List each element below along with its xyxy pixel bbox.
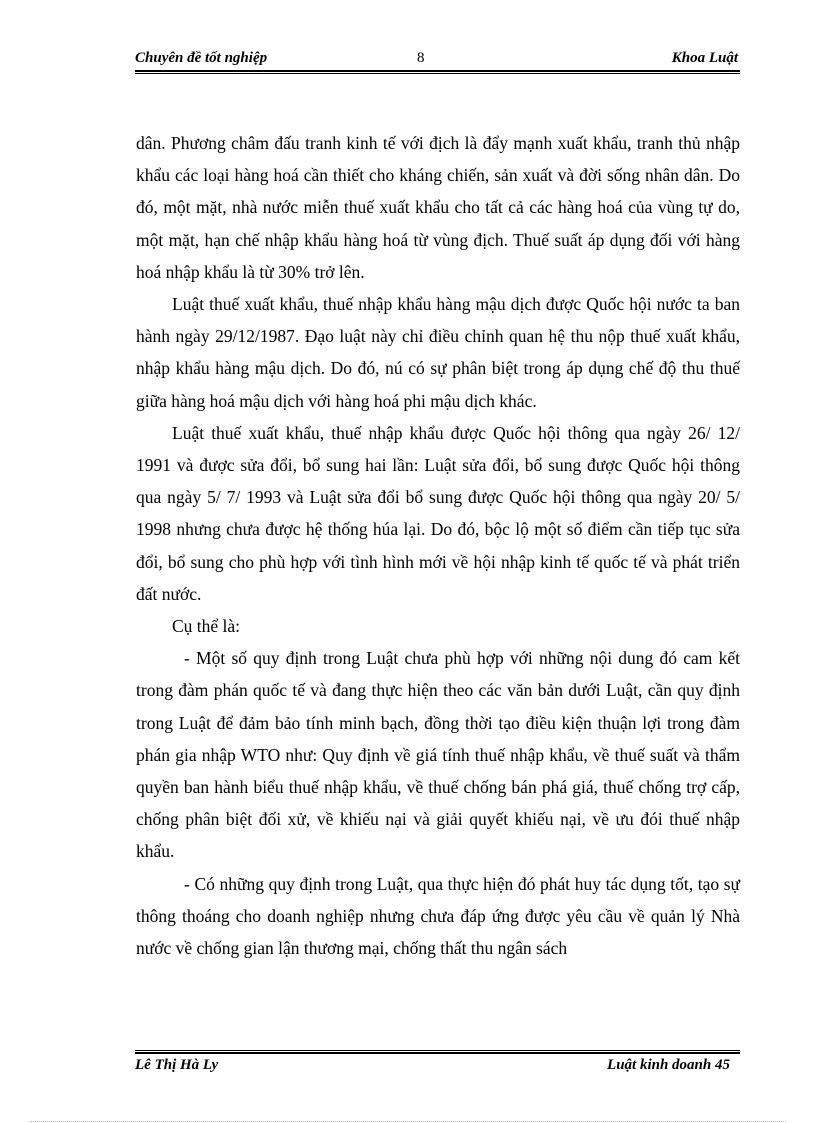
list-item: - Có những quy định trong Luật, qua thực hiện đó phát huy tác dụng tốt, tạo sự thông thoáng cho doanh nghiệp nhưng chưa đáp ứng được yêu cầu về quản lý Nhà nước về chống gian lận thương mại, chống thất thu ngân sách: [136, 873, 740, 959]
list-item: - Một số quy định trong Luật chưa phù hợp với những nội dung đó cam kết trong đàm phán quốc tế và đang thực hiện theo các văn bản dưới Luật, cần quy định trong Luật để đảm bảo tính minh bạch, đồng thời tạo điều kiện thuận lợi trong đàm phán gia nhập WTO như: Quy định về giá tính thuế nhập khẩu, về thuế suất và thẩm quyền ban hành biểu thuế nhập khẩu, về thuế chống bán phá giá, thuế chống trợ cấp, chống phân biệt đối xử, về khiếu nại và giải quyết khiếu nại, về ưu đói thuế nhập khẩu.: [136, 648, 740, 862]
paragraph: Cụ thể là:: [172, 616, 241, 637]
page-header: [135, 48, 740, 72]
footer-rule: [135, 1050, 740, 1054]
paragraph: dân. Phương châm đấu tranh kinh tế với địch là đẩy mạnh xuất khẩu, tranh thủ nhập khẩu các loại hàng hoá cần thiết cho kháng chiến, sản xuất và đời sống nhân dân. Do đó, một mặt, nhà nước miễn thuế xuất khẩu cho tất cả các hàng hoá của vùng tự do, một mặt, hạn chế nhập khẩu hàng hoá từ vùng địch. Thuế suất áp dụng đối với hàng hoá nhập khẩu là từ 30% trở lên.: [136, 133, 740, 282]
page-footer: [135, 1055, 740, 1079]
footer-class: Luật kinh doanh 45: [607, 1057, 730, 1073]
page-number: 8: [417, 50, 425, 66]
header-faculty: Khoa Luật: [671, 50, 738, 66]
paragraph: Luật thuế xuất khẩu, thuế nhập khẩu được Quốc hội thông qua ngày 26/ 12/ 1991 và được sửa đổi, bổ sung hai lần: Luật sửa đổi, bổ sung được Quốc hội thông qua ngày 5/ 7/ 1993 và Luật sửa đổi bổ sung được Quốc hội thông qua ngày 20/ 5/ 1998 nhưng chưa được hệ thống húa lại. Do đó, bộc lộ một số điểm cần tiếp tục sửa đổi, bổ sung cho phù hợp với tình hình mới về hội nhập kinh tế quốc tế và phát triển đất nước.: [136, 422, 740, 604]
paragraph: Luật thuế xuất khẩu, thuế nhập khẩu hàng mậu dịch được Quốc hội nước ta ban hành ngày 29/12/1987. Đạo luật này chỉ điều chỉnh quan hệ thu nộp thuế xuất khẩu, nhập khẩu hàng mậu dịch. Do đó, nú có sự phân biệt trong áp dụng chế độ thu thuế giữa hàng hoá mậu dịch với hàng hoá phi mậu dịch khác.: [136, 294, 740, 411]
header-rule: [135, 70, 740, 74]
footer-author: Lê Thị Hà Ly: [135, 1057, 219, 1073]
body-text: [136, 127, 740, 964]
page-edge-divider: [30, 1121, 786, 1122]
header-document-type: Chuyên đề tốt nghiệp: [135, 50, 268, 66]
